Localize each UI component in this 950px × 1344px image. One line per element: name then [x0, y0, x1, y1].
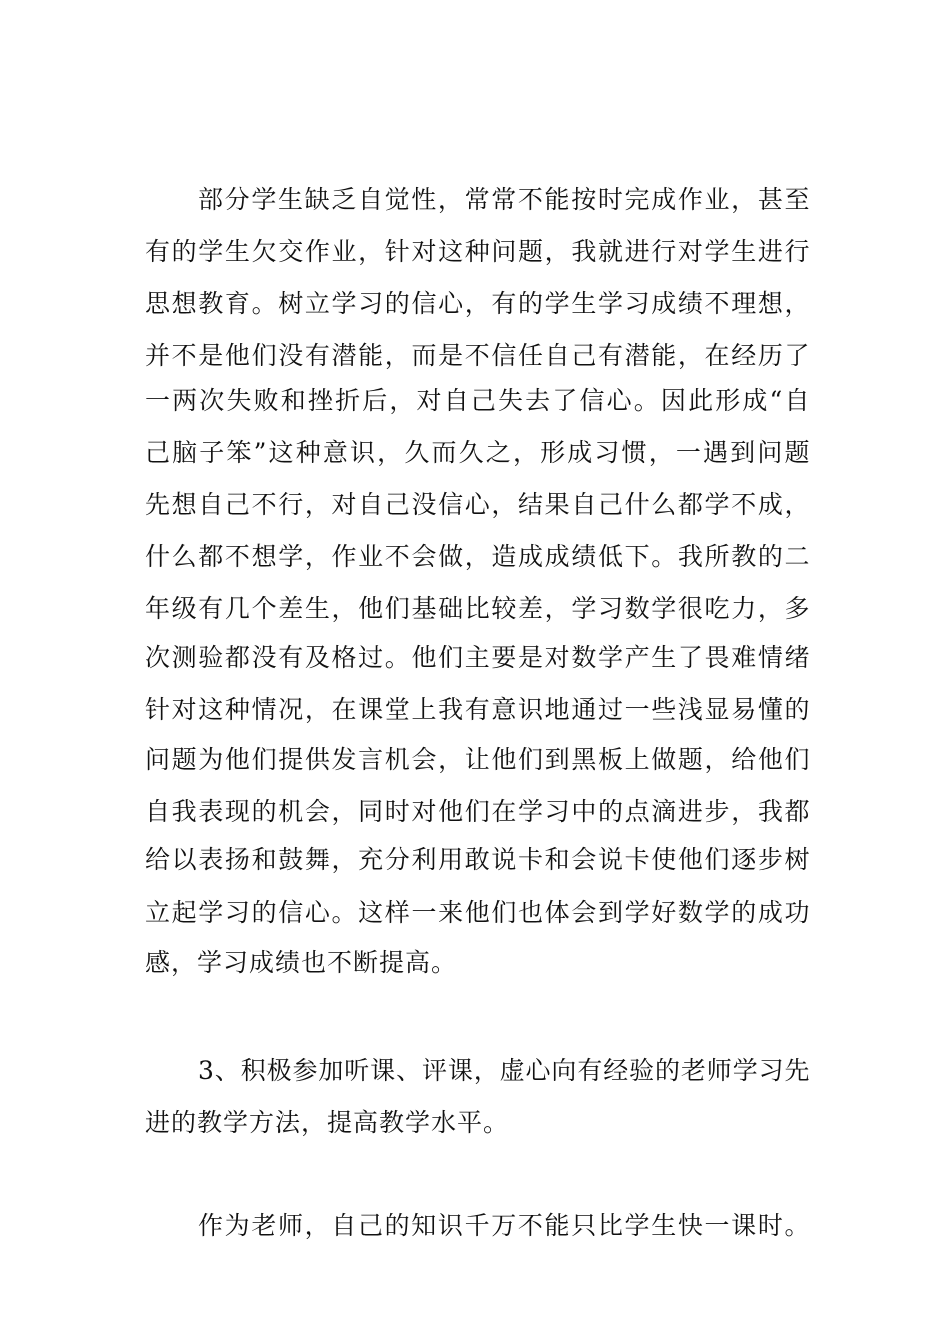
text-line: 思想教育。树立学习的信心，有的学生学习成绩不理想， [145, 289, 810, 318]
text-line: 一两次失败和挫折后，对自己失去了信心。因此形成“自 [145, 386, 810, 415]
text-line: 作为老师，自己的知识千万不能只比学生快一课时。 [198, 1211, 810, 1240]
text-line: 3、积极参加听课、评课，虚心向有经验的老师学习先 [198, 1056, 810, 1085]
text-line: 年级有几个差生，他们基础比较差，学习数学很吃力，多 [145, 594, 810, 623]
text-line: 先想自己不行，对自己没信心，结果自己什么都学不成， [145, 490, 810, 519]
text-line: 什么都不想学，作业不会做，造成成绩低下。我所教的二 [145, 542, 810, 571]
text-line: 有的学生欠交作业，针对这种问题，我就进行对学生进行 [145, 237, 810, 266]
text-line: 问题为他们提供发言机会，让他们到黑板上做题，给他们 [145, 745, 810, 774]
text-line: 感，学习成绩也不断提高。 [145, 948, 458, 977]
text-line: 立起学习的信心。这样一来他们也体会到学好数学的成功 [145, 898, 810, 927]
text-line: 给以表扬和鼓舞，充分利用敢说卡和会说卡使他们逐步树 [145, 845, 810, 874]
text-line: 并不是他们没有潜能，而是不信任自己有潜能，在经历了 [145, 341, 810, 370]
text-line: 自我表现的机会，同时对他们在学习中的点滴进步，我都 [145, 797, 810, 826]
text-line: 针对这种情况，在课堂上我有意识地通过一些浅显易懂的 [145, 695, 810, 724]
text-line: 次测验都没有及格过。他们主要是对数学产生了畏难情绪 [145, 643, 810, 672]
text-line: 己脑子笨”这种意识，久而久之，形成习惯，一遇到问题 [145, 438, 810, 467]
text-line: 部分学生缺乏自觉性，常常不能按时完成作业，甚至 [198, 185, 810, 214]
text-line: 进的教学方法，提高教学水平。 [145, 1108, 510, 1137]
